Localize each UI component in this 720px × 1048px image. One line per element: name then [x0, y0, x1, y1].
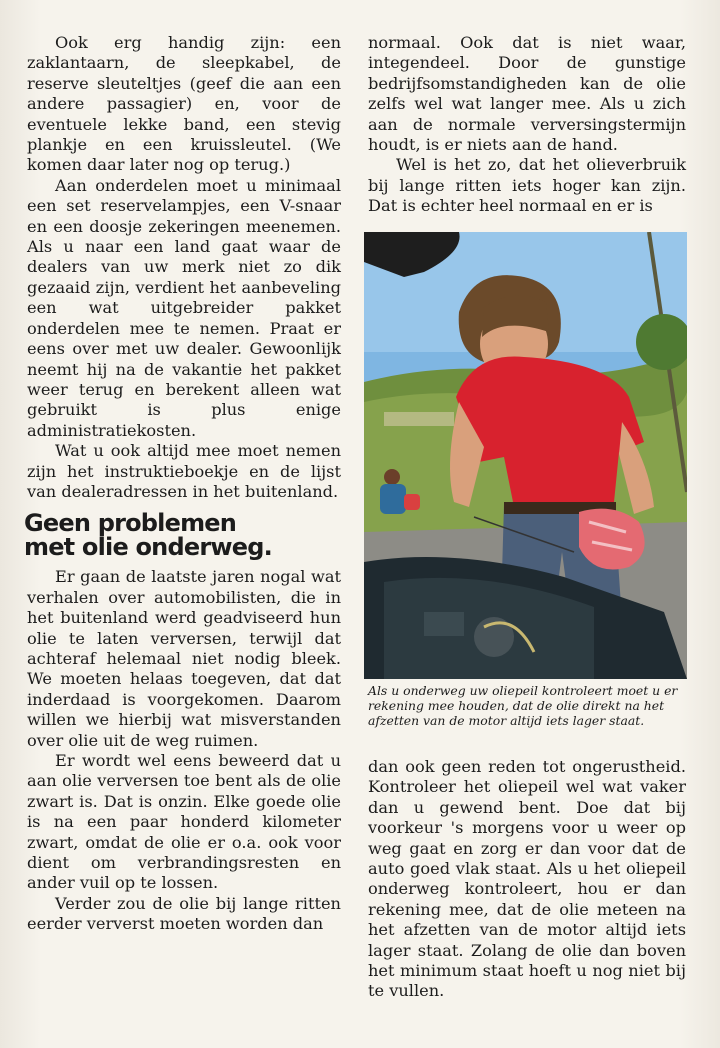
paragraph-check-oil: dan ook geen reden tot ongerustheid. Kontroleer het oliepeil wel wat vaker dan u gewend bent. Doe dat bij voorkeur 's morgens voor u weer op weg gaat en zorg er dan voor dat de auto goed vlak staat. Als u het oliepeil onderweg kontroleert, hou er dan rekening mee, dat de olie meteen na het afzetten van de motor altijd iets lager staat. Zolang de olie dan boven het minimum staat hoeft u nog niet bij te vullen. [368, 757, 686, 1001]
paragraph-spare-parts: Aan onderdelen moet u minimaal een set reservelampjes, een V-snaar en een doosje zekeringen meenemen. Als u naar een land gaat waar de dealers van uw merk niet zo dik gezaaid zijn, verdient het aanbeveling een wat uitgebreider pakket onderdelen mee te nemen. Praat er eens over met uw dealer. Gewoonlijk neemt hij na de vakantie het pakket weer terug en berekent alleen wat gebruikt is plus enige administratiekosten. [27, 175, 341, 440]
paragraph-oil-stories: Er gaan de laatste jaren nogal wat verhalen over automobilisten, die in het buitenland werd geadviseerd hun olie te laten verversen, terwijl dat achteraf helemaal niet nodig bleek. We moeten helaas toegeven, dat dat inderdaad is voorgekomen. Daarom willen we hierbij wat misverstanden over olie uit de weg ruimen. [27, 567, 341, 750]
right-text-column-bottom [368, 757, 686, 1002]
section-heading [24, 509, 341, 562]
paragraph-black-oil: Er wordt wel eens beweerd dat u aan olie verversen toe bent als de olie zwart is. Dat is onzin. Elke goede olie is na een paar honderd kilometer zwart, omdat de olie er o.a. ook voor dient om verbrandingsresten en ander vuil op te lossen. [27, 751, 341, 893]
photo-illustration [364, 232, 687, 679]
paragraph-not-true: normaal. Ook dat is niet waar, integendeel. Door de gunstige bedrijfsomstandigheden kan de olie zelfs wel wat langer mee. Als u zich aan de normale verversingstermijn houdt, is er niets aan de hand. [368, 33, 686, 155]
photo-caption: Als u onderweg uw oliepeil kontroleert moet u er rekening mee houden, dat de olie direkt na het afzetten van de motor altijd iets lager staat. [368, 683, 678, 728]
paragraph-oil-consumption: Wel is het zo, dat het olieverbruik bij lange ritten iets hoger kan zijn. Dat is echter heel normaal en er is [368, 155, 686, 216]
paragraph-manual: Wat u ook altijd mee moet nemen zijn het instruktieboekje en de lijst van dealeradressen in het buitenland. [27, 441, 341, 501]
heading-line-2: met olie onderweg. [24, 533, 272, 562]
paragraph-long-trips: Verder zou de olie bij lange ritten eerder ververst moeten worden dan [27, 893, 341, 934]
photo-man-checking-oil [364, 232, 687, 679]
heading-line-1: Geen problemen [24, 509, 237, 538]
paragraph-emergency-items: Ook erg handig zijn: een zaklantaarn, de sleepkabel, de reserve sleuteltjes (geef die aan een andere passagier) en, voor de eventuele lekke band, een stevig plankje en een kruissleutel. (We komen daar later nog op terug.) [27, 33, 341, 175]
right-text-column-top [368, 33, 686, 217]
left-text-column [24, 33, 341, 935]
